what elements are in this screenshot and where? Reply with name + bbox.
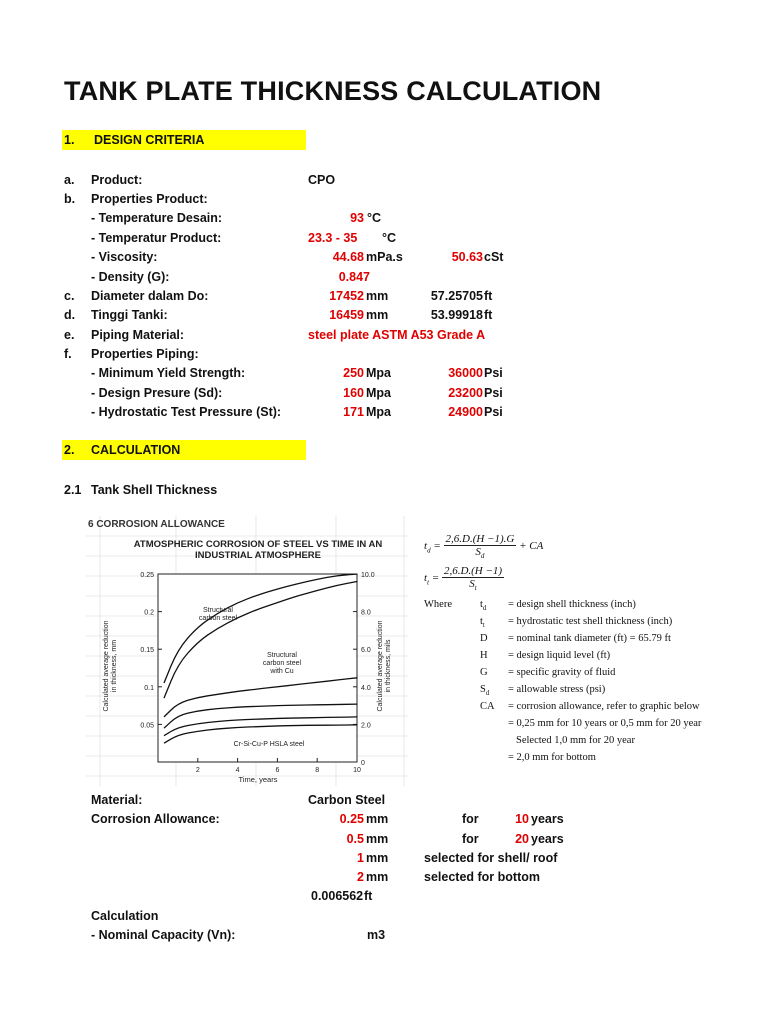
nominal-capacity-unit: m3 [367,928,386,942]
legend-symbol: H [480,650,488,661]
criteria-unit2: Psi [484,366,503,380]
section-header-design-criteria [62,130,306,150]
criteria-label-temp-desain: - Temperature Desain: [91,211,223,225]
formula-tt-denominator: S [469,578,475,590]
criteria-unit2: Psi [484,386,503,400]
formula-tt-lhs-sub: t [427,578,430,587]
section-number: 1. [64,133,75,147]
legend-desc: = allowable stress (psi) [508,684,606,695]
criteria-letter: f. [64,347,72,361]
corrosion-note: selected for shell/ roof [424,851,558,865]
criteria-value-temp-desain: 93 [350,211,364,225]
legend-desc: = design shell thickness (inch) [508,599,636,610]
criteria-unit: Mpa [366,386,391,400]
formula-td-lhs-sub: d [427,546,431,555]
material-value: Carbon Steel [308,793,386,807]
corrosion-note: selected for bottom [424,870,540,884]
criteria-label-temp-product: - Temperatur Product: [91,231,222,245]
corrosion-note: for [462,832,479,846]
criteria-unit: Mpa [366,405,391,419]
curve-label-cu-2: carbon steel [262,660,302,667]
legend-desc: = nominal tank diameter (ft) = 65.79 ft [508,633,671,644]
figure-header: 6 CORROSION ALLOWANCE [88,519,225,530]
x-tick-label: 4 [235,767,240,774]
right-axis-label-1: Calculated average reduction [377,620,384,712]
corrosion-note: for [462,812,479,826]
subsection-number: 2.1 [64,483,82,497]
legend-extra-3: = 2,0 mm for bottom [508,752,596,763]
corrosion-figure [86,516,408,786]
criteria-label-tinggi: Tinggi Tanki: [91,308,168,322]
right-tick-label: 10.0 [361,572,375,579]
curve-label-hsla: Cr-Si-Cu-P HSLA steel [233,741,305,748]
corrosion-years: 20 [515,832,529,846]
formula-td-denominator: S [475,546,481,558]
criteria-unit: Mpa [366,366,391,380]
formula-td-den-sub: d [480,552,485,561]
corrosion-unit: mm [366,870,389,884]
corrosion-unit: mm [366,851,389,865]
formula-tt-numerator: 2,6.D.(H −1) [443,565,503,577]
section-title: CALCULATION [91,443,181,457]
corrosion-value: 2 [357,870,364,884]
left-tick-label: 0.05 [140,722,154,730]
criteria-value-design-pressure: 160 [343,386,364,400]
right-tick-label: 4.0 [361,684,371,692]
criteria-value-piping-material: steel plate ASTM A53 Grade A [308,328,486,342]
corrosion-years: 10 [515,812,529,826]
criteria-unit2: cSt [484,250,504,264]
corrosion-label: Corrosion Allowance: [91,812,220,826]
corrosion-ft-unit: ft [364,889,373,903]
corrosion-unit: mm [366,832,389,846]
legend-symbol: $t_d$ [480,599,487,613]
formula-td-lhs: t [424,540,428,553]
criteria-unit: °C [367,211,382,225]
calculation-label: Calculation [91,909,159,923]
criteria-unit: °C [382,231,397,245]
corrosion-value: 1 [357,851,364,865]
legend-symbol: $t_t$ [480,616,485,630]
section-title: DESIGN CRITERIA [94,133,205,147]
legend-symbol: CA [480,701,495,712]
left-tick-label: 0.25 [140,572,154,579]
criteria-label-yield: - Minimum Yield Strength: [91,366,246,380]
criteria-label-viscosity: - Viscosity: [91,250,158,264]
x-axis-label: Time, years [238,775,278,784]
criteria-label-piping-material: Piping Material: [91,328,185,342]
corrosion-ft-value: 0.006562 [311,889,364,903]
x-tick-label: 8 [315,767,320,774]
corrosion-unit: mm [366,812,389,826]
criteria-unit: mm [366,308,389,322]
curve-label-cu-3: with Cu [270,668,294,675]
criteria-letter: d. [64,308,76,322]
x-tick-label: 2 [195,767,200,774]
criteria-label-diameter: Diameter dalam Do: [91,289,209,303]
legend-desc: = design liquid level (ft) [508,650,611,661]
legend-desc: = corrosion allowance, refer to graphic below [508,701,700,712]
curve-label-cu-1: Structural [267,652,297,659]
criteria-letter: e. [64,328,75,342]
right-tick-label: 2.0 [361,722,371,730]
page-title: TANK PLATE THICKNESS CALCULATION [64,76,602,106]
criteria-value-product: CPO [308,173,336,187]
criteria-value2-yield: 36000 [448,366,483,380]
criteria-value-temp-product: 23.3 - 35 [308,231,358,245]
left-tick-label: 0.2 [144,609,154,617]
nominal-capacity-label: - Nominal Capacity (Vn): [91,928,236,942]
criteria-value2-tinggi: 53.99918 [430,308,483,322]
chart-title-line2: INDUSTRIAL ATMOSPHERE [195,550,321,561]
criteria-label-design-pressure: - Design Presure (Sd): [91,386,223,400]
material-label: Material: [91,793,143,807]
right-axis-label-2: in thickness, mils [385,639,392,693]
legend-symbol: G [480,667,488,678]
chart-title-line1: ATMOSPHERIC CORROSION OF STEEL VS TIME IN AN [133,539,383,550]
right-tick-label: 0 [361,760,365,767]
criteria-value2-design-pressure: 23200 [448,386,483,400]
right-tick-label: 6.0 [361,647,371,655]
curve-label-carbon-2: carbon steel [198,615,238,622]
criteria-unit: mm [366,289,389,303]
plot-frame [158,574,357,762]
criteria-value-tinggi: 16459 [329,308,364,322]
criteria-label-product: Product: [91,173,143,187]
criteria-unit2: Psi [484,405,503,419]
criteria-letter: a. [64,173,75,187]
formula-tt-den-sub: t [474,584,477,593]
legend-where: Where [424,599,452,610]
criteria-value-diameter: 17452 [329,289,364,303]
formula-td-numerator: 2,6.D.(H −1).G [445,533,515,545]
criteria-letter: c. [64,289,75,303]
formula-td-fraction [444,533,517,560]
legend-extra-2: Selected 1,0 mm for 20 year [516,735,635,746]
criteria-label-hydro-pressure: - Hydrostatic Test Pressure (St): [91,405,282,419]
left-tick-label: 0.15 [140,647,154,655]
section-number: 2. [64,443,75,457]
left-axis-label-2: in thickness, mm [111,639,118,693]
criteria-value2-viscosity: 50.63 [451,250,483,264]
criteria-value-density: 0.847 [338,270,370,284]
criteria-value-hydro-pressure: 171 [343,405,364,419]
criteria-value2-hydro-pressure: 24900 [448,405,483,419]
criteria-value2-diameter: 57.25705 [430,289,483,303]
legend-symbol: D [480,633,488,644]
criteria-value-yield: 250 [343,366,364,380]
criteria-label-density: - Density (G): [91,270,170,284]
legend-symbol: $S_d$ [480,684,490,698]
formula-td-tail: + CA [519,540,544,553]
legend-desc: = specific gravity of fluid [508,667,616,678]
curve-label-carbon-1: Structural [203,607,233,614]
criteria-unit: mPa.s [366,250,403,264]
subsection-title: Tank Shell Thickness [91,483,218,497]
left-axis-label-1: Calculated average reduction [103,620,110,712]
right-tick-label: 8.0 [361,609,371,617]
formula-td: $t_d$ = $\frac{2,6.D.(H -1).G}{S_d}$ + CA [424,533,544,561]
section-header-calculation [62,440,306,460]
legend-extra-1: = 0,25 mm for 10 years or 0,5 mm for 20 year [508,718,702,729]
x-tick-label: 6 [275,767,280,774]
criteria-letter: b. [64,192,76,206]
formula-tt: $t_t$ = $\frac{2,6.D.(H -1)}{S_t}$ [424,565,503,593]
legend-desc: = hydrostatic test shell thickness (inch) [508,616,673,627]
criteria-value-viscosity: 44.68 [332,250,364,264]
corrosion-value: 0.25 [339,812,364,826]
criteria-unit2: ft [484,289,493,303]
formula-tt-fraction [442,565,504,592]
corrosion-years-unit: years [531,812,564,826]
criteria-label-properties-piping: Properties Piping: [91,347,199,361]
criteria-label-properties-product: Properties Product: [91,192,208,206]
criteria-unit2: ft [484,308,493,322]
x-tick-label: 10 [353,767,361,774]
formula-tt-lhs: t [424,572,428,585]
corrosion-value: 0.5 [346,832,364,846]
corrosion-years-unit: years [531,832,564,846]
corrosion-chart [86,516,408,786]
left-tick-label: 0.1 [144,684,154,692]
